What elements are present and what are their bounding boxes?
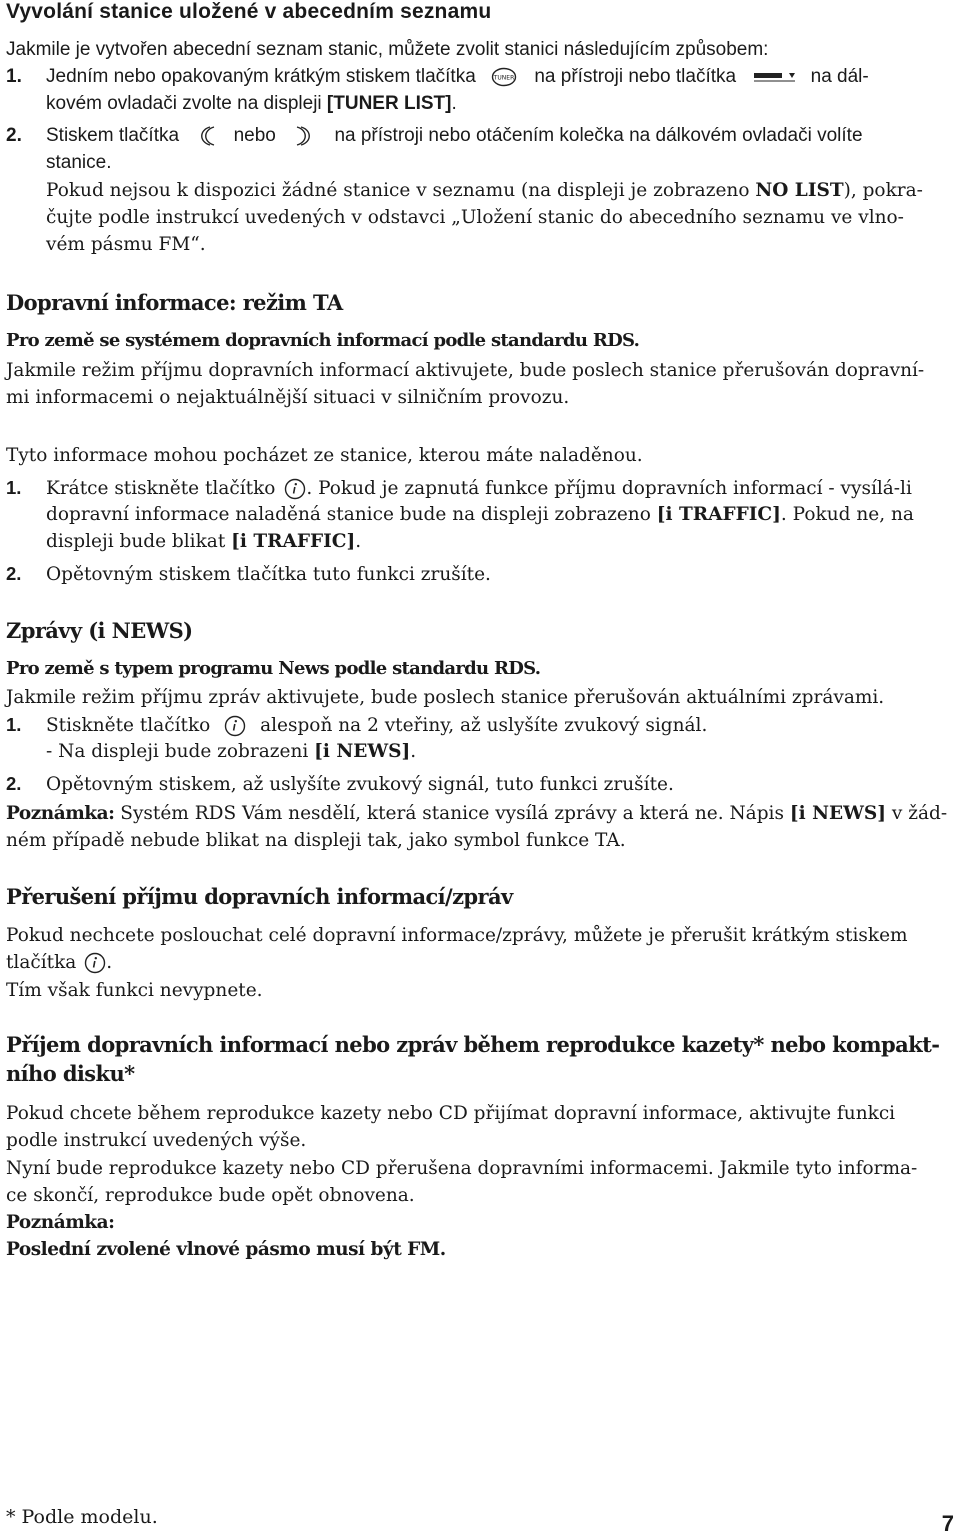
ta-paragraph-3: Tyto informace mohou pocházet ze stanice, kterou máte naladěnou.: [6, 445, 643, 466]
playback-note-label: Poznámka:: [6, 1212, 115, 1233]
page-number: 7: [941, 1511, 954, 1536]
step-number: 2.: [6, 125, 22, 146]
step-number: 1.: [6, 477, 22, 498]
info-button-icon: [84, 952, 106, 974]
display-tuner-list: [TUNER LIST]: [326, 93, 452, 114]
playback-paragraph-4: ce skončí, reprodukce bude opět obnovena.: [6, 1185, 415, 1206]
step-2-choose-station: 2. Stiskem tlačítka nebo na přístroji nebo otáčením kolečka na dálkovém ovladači volíte: [6, 122, 956, 149]
interrupt-paragraph-1: Pokud nechcete poslouchat celé dopravní informace/zprávy, můžete je přerušit krátkým stiskem: [6, 925, 908, 946]
playback-paragraph-2: podle instrukcí uvedených výše.: [6, 1130, 307, 1151]
step-number: 1.: [6, 714, 22, 735]
step-2-continued: stanice.: [46, 152, 112, 173]
info-button-icon: [284, 478, 306, 500]
section-title-ta: Dopravní informace: režim TA: [6, 290, 343, 315]
display-news-note: [i NEWS]: [789, 803, 886, 824]
playback-note-text: Poslední zvolené vlnové pásmo musí být FM.: [6, 1239, 446, 1260]
seek-left-button-icon: [196, 125, 216, 147]
step-1-select-list: 1. Jedním nebo opakovaným krátkým stiskem tlačítka TUNER na přístroji nebo tlačítka na dál-: [6, 63, 956, 90]
ta-step-2: 2. Opětovným stiskem tlačítka tuto funkci zrušíte.: [6, 560, 956, 588]
ta-step-1-continued-2: displeji bude blikat [i TRAFFIC].: [46, 531, 362, 552]
display-news: [i NEWS]: [314, 741, 411, 762]
ta-step-1-continued: dopravní informace naladěná stanice bude na displeji zobrazeno [i TRAFFIC]. Pokud ne, na: [46, 504, 914, 525]
news-step-1: 1. Stiskněte tlačítko alespoň na 2 vteřiny, až uslyšíte zvukový signál.: [6, 711, 956, 739]
ta-step-1: 1. Krátce stiskněte tlačítko . Pokud je zapnutá funkce příjmu dopravních informací - vysílá-li: [6, 474, 956, 502]
playback-paragraph-3: Nyní bude reprodukce kazety nebo CD přerušena dopravními informacemi. Jakmile tyto informa-: [6, 1158, 918, 1179]
note-label: Poznámka:: [6, 803, 115, 824]
news-paragraph-1: Jakmile režim příjmu zpráv aktivujete, bude poslech stanice přerušován aktuálními zprávami.: [6, 687, 885, 708]
info-button-icon: [224, 715, 246, 737]
footnote: * Podle modelu.: [6, 1506, 158, 1528]
news-note-line-2: ném případě nebude blikat na displeji tak, jako symbol funkce TA.: [6, 830, 626, 851]
section-title-playback-line-1: Příjem dopravních informací nebo zpráv během reprodukce kazety* nebo kompakt-: [6, 1032, 940, 1057]
step-number: 1.: [6, 66, 22, 87]
playback-paragraph-1: Pokud chcete během reprodukce kazety nebo CD přijímat dopravní informace, aktivujte funkci: [6, 1103, 896, 1124]
step-number: 2.: [6, 773, 22, 794]
news-step-1-continued: - Na displeji bude zobrazeni [i NEWS].: [46, 741, 417, 762]
ta-paragraph-1: Jakmile režim příjmu dopravních informací aktivujete, bude poslech stanice přerušován dopravní-: [6, 360, 925, 381]
display-no-list: NO LIST: [755, 180, 844, 201]
section-title-playback-line-2: ního disku*: [6, 1061, 135, 1086]
section-title-alphabetical-list: Vyvolání stanice uložené v abecedním seznamu: [6, 0, 492, 23]
tuner-button-icon: [491, 67, 517, 87]
step-1-continued: kovém ovladači zvolte na displeji [TUNER LIST].: [46, 93, 457, 114]
section-sub-ta: Pro země se systémem dopravních informací podle standardu RDS.: [6, 330, 640, 351]
display-traffic-blink: [i TRAFFIC]: [231, 531, 356, 552]
no-list-note-line-3: vém pásmu FM“.: [46, 234, 206, 255]
no-list-note-line-2: čujte podle instrukcí uvedených v odstavci „Uložení stanic do abecedního seznamu ve vlno-: [46, 207, 904, 228]
intro-paragraph: Jakmile je vytvořen abecední seznam stanic, můžete zvolit stanici následujícím způsobem:: [6, 39, 769, 60]
interrupt-paragraph-3: Tím však funkci nevypnete.: [6, 980, 263, 1001]
ta-paragraph-2: mi informacemi o nejaktuálnější situaci v silničním provozu.: [6, 387, 570, 408]
section-title-news: Zprávy (i NEWS): [6, 618, 193, 643]
section-title-interrupt: Přerušení příjmu dopravních informací/zpráv: [6, 884, 513, 909]
news-step-2: 2. Opětovným stiskem, až uslyšíte zvukový signál, tuto funkci zrušíte.: [6, 770, 956, 798]
section-sub-news: Pro země s typem programu News podle standardu RDS.: [6, 658, 541, 679]
step-number: 2.: [6, 563, 22, 584]
display-traffic: [i TRAFFIC]: [656, 504, 781, 525]
no-list-note-line-1: Pokud nejsou k dispozici žádné stanice v seznamu (na displeji je zobrazeno NO LIST), pokra-: [46, 180, 923, 201]
remote-band-button-icon: [753, 70, 797, 84]
svg-text:TUNER: TUNER: [493, 74, 515, 82]
interrupt-paragraph-2: tlačítka .: [6, 952, 113, 973]
news-note-line-1: Poznámka: Systém RDS Vám nesdělí, která stanice vysílá zprávy a která ne. Nápis [i NEWS] v žád-: [6, 803, 948, 824]
seek-right-button-icon: [295, 125, 315, 147]
